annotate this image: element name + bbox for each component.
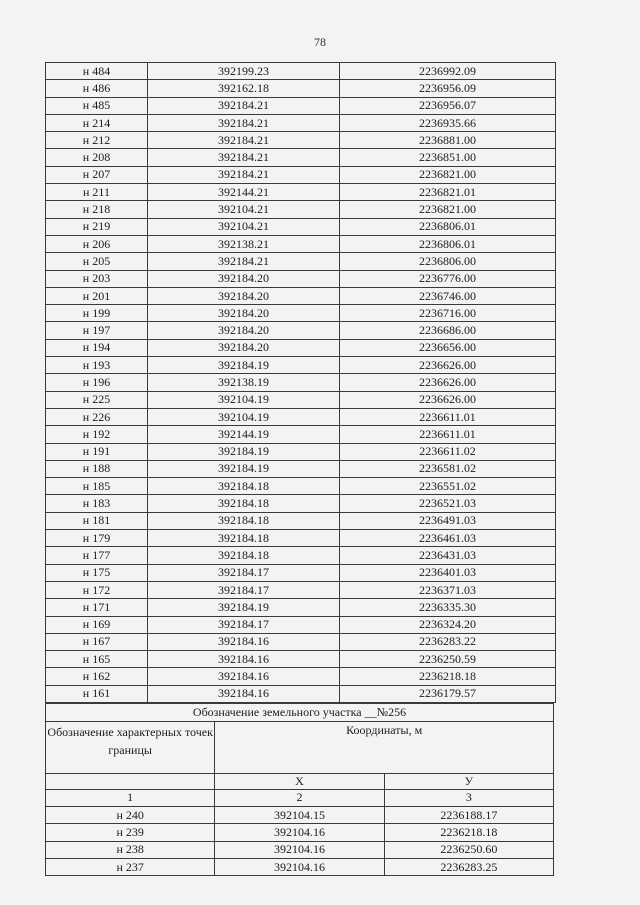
y-coordinate-cell: 2236431.03 bbox=[340, 547, 556, 564]
table-row bbox=[46, 357, 556, 374]
y-coordinate-cell: 2236371.03 bbox=[340, 581, 556, 598]
table-row bbox=[46, 841, 554, 858]
table-row bbox=[46, 443, 556, 460]
x-coordinate-cell: 392184.20 bbox=[148, 322, 340, 339]
x-coordinate-cell: 392104.19 bbox=[148, 391, 340, 408]
x-coordinate-cell: 392184.20 bbox=[148, 287, 340, 304]
y-coordinate-cell: 2236461.03 bbox=[340, 530, 556, 547]
x-coordinate-cell: 392184.17 bbox=[148, 581, 340, 598]
point-id-cell: н 169 bbox=[46, 616, 148, 633]
table-row bbox=[46, 184, 556, 201]
x-coordinate-cell: 392184.16 bbox=[148, 651, 340, 668]
point-id-cell: н 203 bbox=[46, 270, 148, 287]
point-id-cell: н 206 bbox=[46, 235, 148, 252]
x-coordinate-cell: 392199.23 bbox=[148, 63, 340, 80]
x-coordinate-cell: 392184.20 bbox=[148, 339, 340, 356]
x-coordinate-cell: 392184.21 bbox=[148, 114, 340, 131]
x-coordinate-cell: 392104.21 bbox=[148, 201, 340, 218]
table-row bbox=[46, 114, 556, 131]
point-id-cell: н 205 bbox=[46, 253, 148, 270]
y-coordinate-cell: 2236821.01 bbox=[340, 184, 556, 201]
y-coordinate-cell: 2236656.00 bbox=[340, 339, 556, 356]
y-coordinate-cell: 2236611.01 bbox=[340, 408, 556, 425]
table-row bbox=[46, 339, 556, 356]
table-row bbox=[46, 305, 556, 322]
y-coordinate-cell: 2236611.02 bbox=[340, 443, 556, 460]
table-row bbox=[46, 581, 556, 598]
y-coordinate-cell: 2236188.17 bbox=[384, 806, 553, 823]
x-coordinate-cell: 392184.17 bbox=[148, 616, 340, 633]
point-id-cell: н 162 bbox=[46, 668, 148, 685]
coordinates-sheet bbox=[45, 62, 554, 876]
table-row bbox=[46, 253, 556, 270]
y-coordinate-cell: 2236626.00 bbox=[340, 391, 556, 408]
y-coordinate-cell: 2236806.01 bbox=[340, 235, 556, 252]
page-number: 78 bbox=[314, 35, 326, 49]
point-id-cell: н 193 bbox=[46, 357, 148, 374]
x-coordinate-cell: 392184.18 bbox=[148, 530, 340, 547]
point-id-cell: н 192 bbox=[46, 426, 148, 443]
y-coordinate-cell: 2236626.00 bbox=[340, 357, 556, 374]
x-coordinate-cell: 392162.18 bbox=[148, 80, 340, 97]
point-id-cell: н 486 bbox=[46, 80, 148, 97]
point-id-cell: н 197 bbox=[46, 322, 148, 339]
point-id-cell: н 238 bbox=[46, 841, 215, 858]
point-id-cell: н 165 bbox=[46, 651, 148, 668]
table-row bbox=[46, 97, 556, 114]
table-row bbox=[46, 218, 556, 235]
table-row bbox=[46, 824, 554, 841]
point-id-cell: н 219 bbox=[46, 218, 148, 235]
y-coordinate-cell: 2236746.00 bbox=[340, 287, 556, 304]
table-row bbox=[46, 685, 556, 702]
coordinates-table-section bbox=[45, 703, 554, 876]
y-coordinate-cell: 2236935.66 bbox=[340, 114, 556, 131]
table-row bbox=[46, 270, 556, 287]
table-row bbox=[46, 806, 554, 823]
section-title: Обозначение земельного участка __№256 bbox=[46, 703, 554, 721]
table-row bbox=[46, 616, 556, 633]
header-axis-empty bbox=[46, 773, 215, 789]
x-coordinate-cell: 392104.15 bbox=[215, 806, 384, 823]
point-id-cell: н 196 bbox=[46, 374, 148, 391]
y-coordinate-cell: 2236611.01 bbox=[340, 426, 556, 443]
y-coordinate-cell: 2236626.00 bbox=[340, 374, 556, 391]
point-id-cell: н 211 bbox=[46, 184, 148, 201]
point-id-cell: н 171 bbox=[46, 599, 148, 616]
point-id-cell: н 167 bbox=[46, 633, 148, 650]
point-id-cell: н 188 bbox=[46, 460, 148, 477]
point-id-cell: н 237 bbox=[46, 858, 215, 875]
table-row bbox=[46, 80, 556, 97]
point-id-cell: н 214 bbox=[46, 114, 148, 131]
x-coordinate-cell: 392184.20 bbox=[148, 270, 340, 287]
point-id-cell: н 207 bbox=[46, 166, 148, 183]
table-row bbox=[46, 426, 556, 443]
x-coordinate-cell: 392104.16 bbox=[215, 858, 384, 875]
y-coordinate-cell: 2236851.00 bbox=[340, 149, 556, 166]
table-row bbox=[46, 374, 556, 391]
table-row bbox=[46, 530, 556, 547]
table-row bbox=[46, 322, 556, 339]
y-coordinate-cell: 2236250.60 bbox=[384, 841, 553, 858]
point-id-cell: н 179 bbox=[46, 530, 148, 547]
x-coordinate-cell: 392184.21 bbox=[148, 97, 340, 114]
table-row bbox=[46, 63, 556, 80]
y-coordinate-cell: 2236324.20 bbox=[340, 616, 556, 633]
point-id-cell: н 226 bbox=[46, 408, 148, 425]
x-coordinate-cell: 392184.16 bbox=[148, 685, 340, 702]
x-coordinate-cell: 392184.19 bbox=[148, 443, 340, 460]
y-coordinate-cell: 2236776.00 bbox=[340, 270, 556, 287]
point-id-cell: н 225 bbox=[46, 391, 148, 408]
y-coordinate-cell: 2236250.59 bbox=[340, 651, 556, 668]
x-coordinate-cell: 392184.19 bbox=[148, 599, 340, 616]
x-coordinate-cell: 392104.16 bbox=[215, 824, 384, 841]
header-axis-y: У bbox=[384, 773, 553, 789]
point-id-cell: н 175 bbox=[46, 564, 148, 581]
x-coordinate-cell: 392184.17 bbox=[148, 564, 340, 581]
table-row bbox=[46, 512, 556, 529]
header-coordinates: Координаты, м bbox=[215, 721, 554, 773]
table-row bbox=[46, 132, 556, 149]
y-coordinate-cell: 2236551.02 bbox=[340, 478, 556, 495]
y-coordinate-cell: 2236218.18 bbox=[340, 668, 556, 685]
coordinates-table-top bbox=[45, 62, 556, 703]
table-row bbox=[46, 858, 554, 875]
point-id-cell: н 183 bbox=[46, 495, 148, 512]
y-coordinate-cell: 2236992.09 bbox=[340, 63, 556, 80]
point-id-cell: н 484 bbox=[46, 63, 148, 80]
x-coordinate-cell: 392184.21 bbox=[148, 166, 340, 183]
header-col-num-3: 3 bbox=[384, 789, 553, 806]
table-row bbox=[46, 564, 556, 581]
table-row bbox=[46, 599, 556, 616]
x-coordinate-cell: 392184.20 bbox=[148, 305, 340, 322]
x-coordinate-cell: 392104.16 bbox=[215, 841, 384, 858]
x-coordinate-cell: 392104.21 bbox=[148, 218, 340, 235]
y-coordinate-cell: 2236821.00 bbox=[340, 201, 556, 218]
header-col-num-1: 1 bbox=[46, 789, 215, 806]
x-coordinate-cell: 392144.21 bbox=[148, 184, 340, 201]
table-row bbox=[46, 201, 556, 218]
x-coordinate-cell: 392184.21 bbox=[148, 253, 340, 270]
header-col-num-2: 2 bbox=[215, 789, 384, 806]
table-row bbox=[46, 287, 556, 304]
x-coordinate-cell: 392184.19 bbox=[148, 357, 340, 374]
table-row bbox=[46, 408, 556, 425]
y-coordinate-cell: 2236686.00 bbox=[340, 322, 556, 339]
x-coordinate-cell: 392184.16 bbox=[148, 668, 340, 685]
point-id-cell: н 161 bbox=[46, 685, 148, 702]
y-coordinate-cell: 2236283.25 bbox=[384, 858, 553, 875]
x-coordinate-cell: 392184.21 bbox=[148, 132, 340, 149]
header-axis-x: X bbox=[215, 773, 384, 789]
x-coordinate-cell: 392184.21 bbox=[148, 149, 340, 166]
x-coordinate-cell: 392184.18 bbox=[148, 512, 340, 529]
table-row bbox=[46, 651, 556, 668]
table-row bbox=[46, 478, 556, 495]
point-id-cell: н 240 bbox=[46, 806, 215, 823]
y-coordinate-cell: 2236491.03 bbox=[340, 512, 556, 529]
y-coordinate-cell: 2236956.07 bbox=[340, 97, 556, 114]
table-row bbox=[46, 235, 556, 252]
y-coordinate-cell: 2236956.09 bbox=[340, 80, 556, 97]
y-coordinate-cell: 2236335.30 bbox=[340, 599, 556, 616]
x-coordinate-cell: 392184.19 bbox=[148, 460, 340, 477]
y-coordinate-cell: 2236581.02 bbox=[340, 460, 556, 477]
x-coordinate-cell: 392104.19 bbox=[148, 408, 340, 425]
x-coordinate-cell: 392138.19 bbox=[148, 374, 340, 391]
y-coordinate-cell: 2236179.57 bbox=[340, 685, 556, 702]
y-coordinate-cell: 2236218.18 bbox=[384, 824, 553, 841]
y-coordinate-cell: 2236806.00 bbox=[340, 253, 556, 270]
point-id-cell: н 485 bbox=[46, 97, 148, 114]
point-id-cell: н 212 bbox=[46, 132, 148, 149]
point-id-cell: н 181 bbox=[46, 512, 148, 529]
point-id-cell: н 177 bbox=[46, 547, 148, 564]
x-coordinate-cell: 392144.19 bbox=[148, 426, 340, 443]
header-point-label: Обозначение характерных точек границы bbox=[46, 721, 215, 773]
table-row bbox=[46, 668, 556, 685]
y-coordinate-cell: 2236283.22 bbox=[340, 633, 556, 650]
y-coordinate-cell: 2236716.00 bbox=[340, 305, 556, 322]
point-id-cell: н 191 bbox=[46, 443, 148, 460]
y-coordinate-cell: 2236806.01 bbox=[340, 218, 556, 235]
point-id-cell: н 199 bbox=[46, 305, 148, 322]
point-id-cell: н 239 bbox=[46, 824, 215, 841]
table-row bbox=[46, 547, 556, 564]
table-row bbox=[46, 149, 556, 166]
y-coordinate-cell: 2236401.03 bbox=[340, 564, 556, 581]
table-row bbox=[46, 166, 556, 183]
point-id-cell: н 201 bbox=[46, 287, 148, 304]
table-row bbox=[46, 391, 556, 408]
x-coordinate-cell: 392184.18 bbox=[148, 478, 340, 495]
table-row bbox=[46, 495, 556, 512]
x-coordinate-cell: 392184.18 bbox=[148, 495, 340, 512]
y-coordinate-cell: 2236821.00 bbox=[340, 166, 556, 183]
y-coordinate-cell: 2236881.00 bbox=[340, 132, 556, 149]
point-id-cell: н 208 bbox=[46, 149, 148, 166]
y-coordinate-cell: 2236521.03 bbox=[340, 495, 556, 512]
point-id-cell: н 194 bbox=[46, 339, 148, 356]
point-id-cell: н 185 bbox=[46, 478, 148, 495]
table-row bbox=[46, 460, 556, 477]
point-id-cell: н 218 bbox=[46, 201, 148, 218]
table-row bbox=[46, 633, 556, 650]
x-coordinate-cell: 392184.18 bbox=[148, 547, 340, 564]
x-coordinate-cell: 392138.21 bbox=[148, 235, 340, 252]
point-id-cell: н 172 bbox=[46, 581, 148, 598]
x-coordinate-cell: 392184.16 bbox=[148, 633, 340, 650]
